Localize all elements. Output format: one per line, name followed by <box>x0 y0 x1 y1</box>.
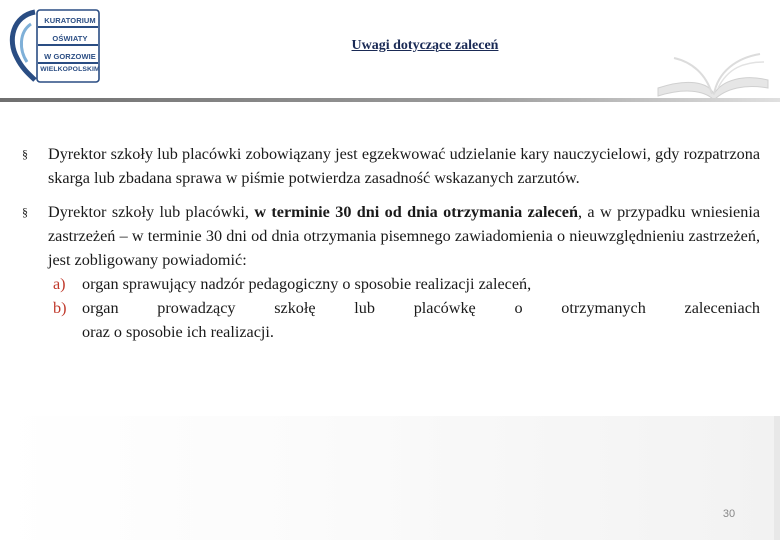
bullet-item <box>22 142 760 190</box>
square-bullet-icon: § <box>22 205 28 219</box>
slide-title: Uwagi dotyczące zaleceń <box>351 38 499 53</box>
sub-list-item-continuation <box>48 320 760 344</box>
footer-shade <box>0 416 780 540</box>
bullet-item <box>22 200 760 344</box>
sub-list-item <box>48 272 760 296</box>
bullet-text-end: , a w przypadku wniesienia zastrzeżeń – w terminie 30 dni od dnia otrzymania pisemnego zawiadomienia o nieuwzględnieniu zastrzeżeń, jest zobligowany powiadomić: <box>48 203 761 269</box>
slide-content <box>22 142 760 354</box>
logo-line-3: W GORZOWIE <box>44 52 96 61</box>
header-divider <box>0 98 780 102</box>
bullet-text: Dyrektor szkoły lub placówki zobowiązany jest egzekwować udzielanie kary nauczycielowi, gdy rozpatrzona skarga lub zbadana sprawa w piśmie potwierdza zasadność wskazanych zarzutów. <box>48 145 760 187</box>
sub-list-letter: b) <box>53 299 67 317</box>
footer-edge <box>774 416 780 540</box>
sub-list-text-continuation: oraz o sposobie ich realizacji. <box>82 323 274 341</box>
sub-list-text: organ sprawujący nadzór pedagogiczny o sposobie realizacji zaleceń, <box>82 275 532 293</box>
bullet-text-start: Dyrektor szkoły lub placówki, <box>48 203 255 221</box>
bullet-text-bold: w terminie 30 dni od dnia otrzymania zaleceń <box>254 203 578 221</box>
logo-line-4: WIELKOPOLSKIM <box>40 66 100 73</box>
sub-list-text: organ prowadzący szkołę lub placówkę o otrzymanych zaleceniach <box>82 299 760 317</box>
sub-list-letter: a) <box>53 275 66 293</box>
logo-line-2: OŚWIATY <box>52 34 88 43</box>
sub-list <box>48 272 760 344</box>
logo-line-1: KURATORIUM <box>44 16 96 25</box>
sub-list-item <box>48 296 760 320</box>
square-bullet-icon: § <box>22 147 28 161</box>
page-number: 30 <box>722 508 736 520</box>
